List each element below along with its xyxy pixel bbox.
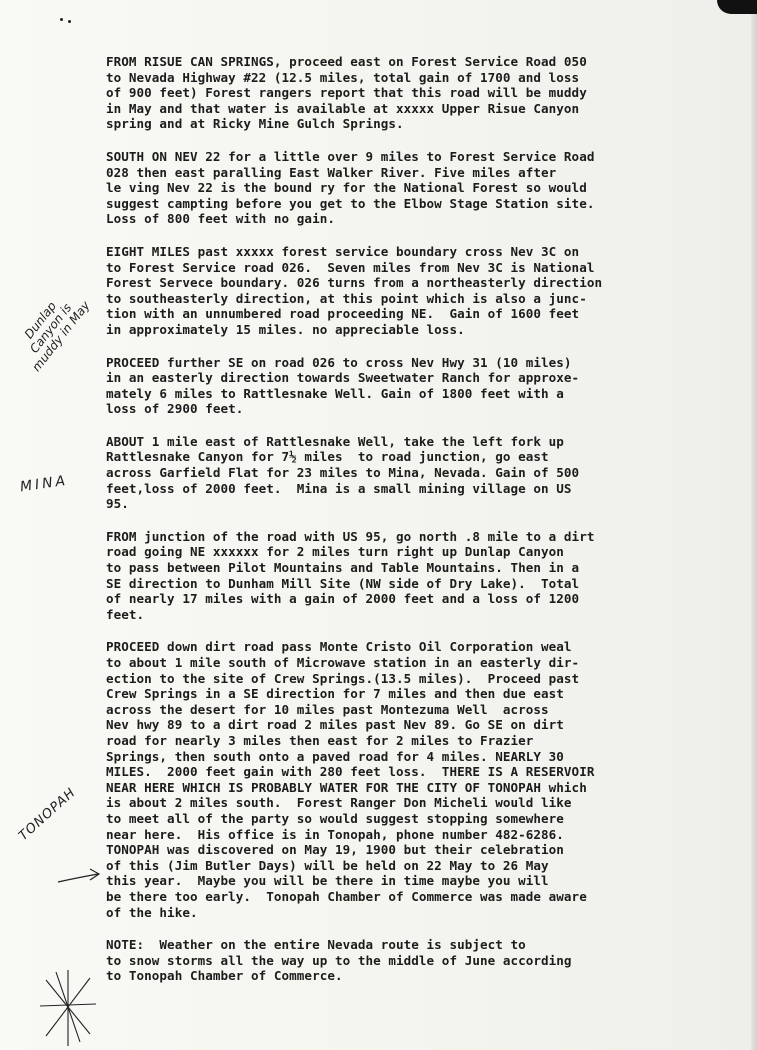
paragraph — [106, 639, 746, 920]
text-line: to Nevada Highway #22 (12.5 miles, total gain of 1700 and loss — [106, 69, 580, 85]
text-line: Springs, then south onto a paved road for 4 miles. NEARLY 30 — [106, 748, 564, 764]
text-line: FROM junction of the road with US 95, go north .8 mile to a dirt — [106, 528, 595, 544]
paragraph — [106, 54, 746, 132]
text-line: le ving Nev 22 is the bound ry for the National Forest so would — [106, 180, 587, 196]
text-line: NOTE: Weather on the entire Nevada route is subject to — [106, 937, 526, 953]
text-line: 95. — [106, 496, 129, 512]
text-line: of this (Jim Butler Days) will be held on 22 May to 26 May — [106, 857, 549, 873]
text-line: across the desert for 10 miles past Montezuma Well across — [106, 701, 549, 717]
text-line: Rattlesnake Canyon for 7½ miles to road junction, go east — [106, 449, 549, 465]
text-line: spring and at Ricky Mine Gulch Springs. — [106, 116, 404, 132]
text-line: MILES. 2000 feet gain with 280 feet loss. THERE IS A RESERVOIR — [106, 764, 595, 780]
text-line: ection to the site of Crew Springs.(13.5 miles). Proceed past — [106, 670, 580, 686]
text-line: 028 then east paralling East Walker River. Five miles after — [106, 164, 557, 180]
text-line: PROCEED further SE on road 026 to cross Nev Hwy 31 (10 miles) — [106, 354, 572, 370]
text-line: tion with an unnumbered road proceeding NE. Gain of 1600 feet — [106, 306, 580, 322]
text-line: SE direction to Dunham Mill Site (NW side of Dry Lake). Total — [106, 575, 580, 591]
paragraph — [106, 434, 746, 512]
text-line: NEAR HERE WHICH IS PROBABLY WATER FOR THE CITY OF TONOPAH which — [106, 779, 587, 795]
text-line: ABOUT 1 mile east of Rattlesnake Well, take the left fork up — [106, 433, 564, 449]
text-line: EIGHT MILES past xxxxx forest service boundary cross Nev 3C on — [106, 243, 580, 259]
paragraph — [106, 149, 746, 227]
text-line: to about 1 mile south of Microwave station in an easterly dir- — [106, 655, 580, 670]
text-line: FROM RISUE CAN SPRINGS, proceed east on Forest Service Road 050 — [106, 54, 587, 69]
text-line: of 900 feet) Forest rangers report that this road will be muddy — [106, 85, 587, 101]
hand-drawn-star-icon — [36, 966, 100, 1050]
text-line: of nearly 17 miles with a gain of 2000 feet and a loss of 1200 — [106, 591, 580, 607]
text-line: to southeasterly direction, at this point which is also a junc- — [106, 290, 587, 306]
text-line: Nev hwy 89 to a dirt road 2 miles past Nev 89. Go SE on dirt — [106, 717, 564, 733]
handwritten-note-tonopah: TONOPAH — [16, 785, 79, 844]
text-line: suggest campting before you get to the Elbow Stage Station site. — [106, 195, 595, 211]
text-line: loss of 2900 feet. — [106, 401, 244, 417]
text-line: PROCEED down dirt road pass Monte Cristo Oil Corporation weal — [106, 639, 572, 655]
handwritten-note-canyon: Dunlap Canyon is muddy in May — [21, 298, 93, 375]
text-line: Forest Servece boundary. 026 turns from a northeasterly direction — [106, 275, 603, 291]
text-line: road going NE xxxxxx for 2 miles turn right up Dunlap Canyon — [106, 544, 564, 560]
text-line: to Tonopah Chamber of Commerce. — [106, 968, 343, 984]
text-line: TONOPAH was discovered on May 19, 1900 but their celebration — [106, 842, 564, 858]
text-line: is about 2 miles south. Forest Ranger Don Micheli would like — [106, 795, 572, 811]
text-line: to snow storms all the way up to the middle of June according — [106, 952, 572, 968]
text-line: in approximately 15 miles. no appreciable loss. — [106, 321, 465, 337]
text-line: be there too early. Tonopah Chamber of Commerce was made aware — [106, 888, 587, 904]
text-line: in May and that water is available at xxxxx Upper Risue Canyon — [106, 100, 580, 116]
paragraph — [106, 244, 746, 338]
text-line: this year. Maybe you will be there in time maybe you will — [106, 873, 549, 889]
text-line: near here. His office is in Tonopah, phone number 482-6286. — [106, 826, 564, 842]
text-line: Crew Springs in a SE direction for 7 miles and then due east — [106, 686, 564, 702]
text-line: to pass between Pilot Mountains and Table Mountains. Then in a — [106, 560, 580, 576]
punch-dot — [60, 18, 63, 21]
handwritten-note-mina: MINA — [19, 472, 70, 496]
page-right-edge — [751, 14, 757, 1050]
text-line: in an easterly direction towards Sweetwater Ranch for approxe- — [106, 370, 580, 386]
paragraph — [106, 529, 746, 623]
text-line: of the hike. — [106, 904, 198, 920]
text-line: road for nearly 3 miles then east for 2 miles to Frazier — [106, 732, 534, 748]
text-line: Loss of 800 feet with no gain. — [106, 211, 335, 227]
text-line: mately 6 miles to Rattlesnake Well. Gain of 1800 feet with a — [106, 385, 564, 401]
paragraph — [106, 937, 746, 984]
text-line: to Forest Service road 026. Seven miles from Nev 3C is National — [106, 259, 595, 275]
text-line: to meet all of the party so would suggest stopping somewhere — [106, 810, 564, 826]
hand-drawn-arrow-icon — [56, 866, 102, 890]
text-line: across Garfield Flat for 23 miles to Mina, Nevada. Gain of 500 — [106, 465, 580, 481]
text-line: feet,loss of 2000 feet. Mina is a small mining village on US — [106, 480, 572, 496]
typed-body — [106, 54, 746, 1001]
text-line: feet. — [106, 606, 145, 622]
page-corner-shadow — [717, 0, 757, 14]
punch-dot — [68, 20, 71, 23]
paragraph — [106, 355, 746, 417]
text-line: SOUTH ON NEV 22 for a little over 9 miles to Forest Service Road — [106, 148, 595, 164]
